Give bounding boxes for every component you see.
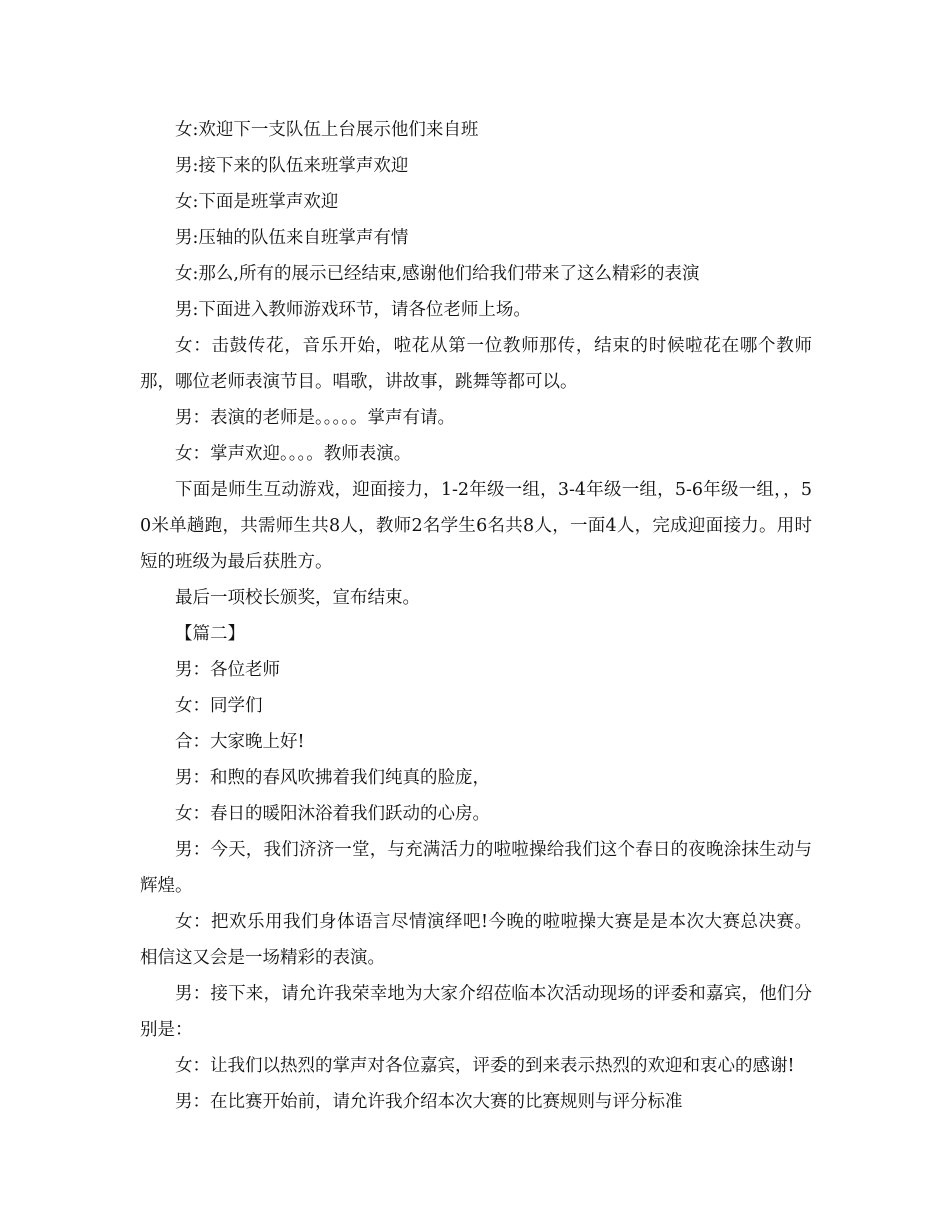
paragraph-20: 男：接下来，请允许我荣幸地为大家介绍莅临本次活动现场的评委和嘉宾，他们分别是：: [140, 984, 812, 1040]
paragraph-7: 女：击鼓传花，音乐开始，啦花从第一位教师那传，结束的时候啦花在哪个教师那，哪位老师表演节目。唱歌，讲故事，跳舞等都可以。: [140, 336, 812, 392]
paragraph-14: 女：同学们: [175, 696, 263, 716]
paragraph-1: 女:欢迎下一支队伍上台展示他们来自班: [175, 120, 479, 140]
paragraph-22: 男：在比赛开始前，请允许我介绍本次大赛的比赛规则与评分标准: [175, 1092, 683, 1112]
paragraph-3: 女:下面是班掌声欢迎: [175, 192, 339, 212]
section-heading: 【篇二】: [175, 624, 245, 644]
paragraph-4: 男:压轴的队伍来自班掌声有情: [175, 228, 409, 248]
paragraph-10: 下面是师生互动游戏，迎面接力，1-2年级一组，3-4年级一组，5-6年级一组，，50米单趟跑，共需师生共8人，教师2名学生6名共8人，一面4人，完成迎面接力。用时短的班级为最后获胜方。: [140, 480, 812, 572]
paragraph-6: 男:下面进入教师游戏环节，请各位老师上场。: [175, 300, 531, 320]
paragraph-13: 男：各位老师: [175, 660, 280, 680]
paragraph-2: 男:接下来的队伍来班掌声欢迎: [175, 156, 409, 176]
paragraph-9: 女：掌声欢迎。。。。教师表演。: [175, 444, 412, 464]
paragraph-8: 男：表演的老师是。。。。。掌声有请。: [175, 408, 455, 428]
paragraph-18: 男：今天，我们济济一堂，与充满活力的啦啦操给我们这个春日的夜晚涂抹生动与辉煌。: [140, 840, 812, 896]
paragraph-17: 女：春日的暖阳沐浴着我们跃动的心房。: [175, 804, 490, 824]
paragraph-15: 合：大家晚上好!: [175, 732, 305, 752]
paragraph-5: 女:那么,所有的展示已经结束,感谢他们给我们带来了这么精彩的表演: [175, 264, 700, 284]
paragraph-19: 女：把欢乐用我们身体语言尽情演绎吧!今晚的啦啦操大赛是是本次大赛总决赛。相信这又会是一场精彩的表演。: [140, 912, 812, 968]
paragraph-16: 男：和煦的春风吹拂着我们纯真的脸庞，: [175, 768, 490, 788]
paragraph-11: 最后一项校长颁奖，宣布结束。: [175, 588, 420, 608]
paragraph-21: 女：让我们以热烈的掌声对各位嘉宾，评委的到来表示热烈的欢迎和衷心的感谢!: [175, 1056, 795, 1076]
document-body: [140, 112, 812, 1120]
